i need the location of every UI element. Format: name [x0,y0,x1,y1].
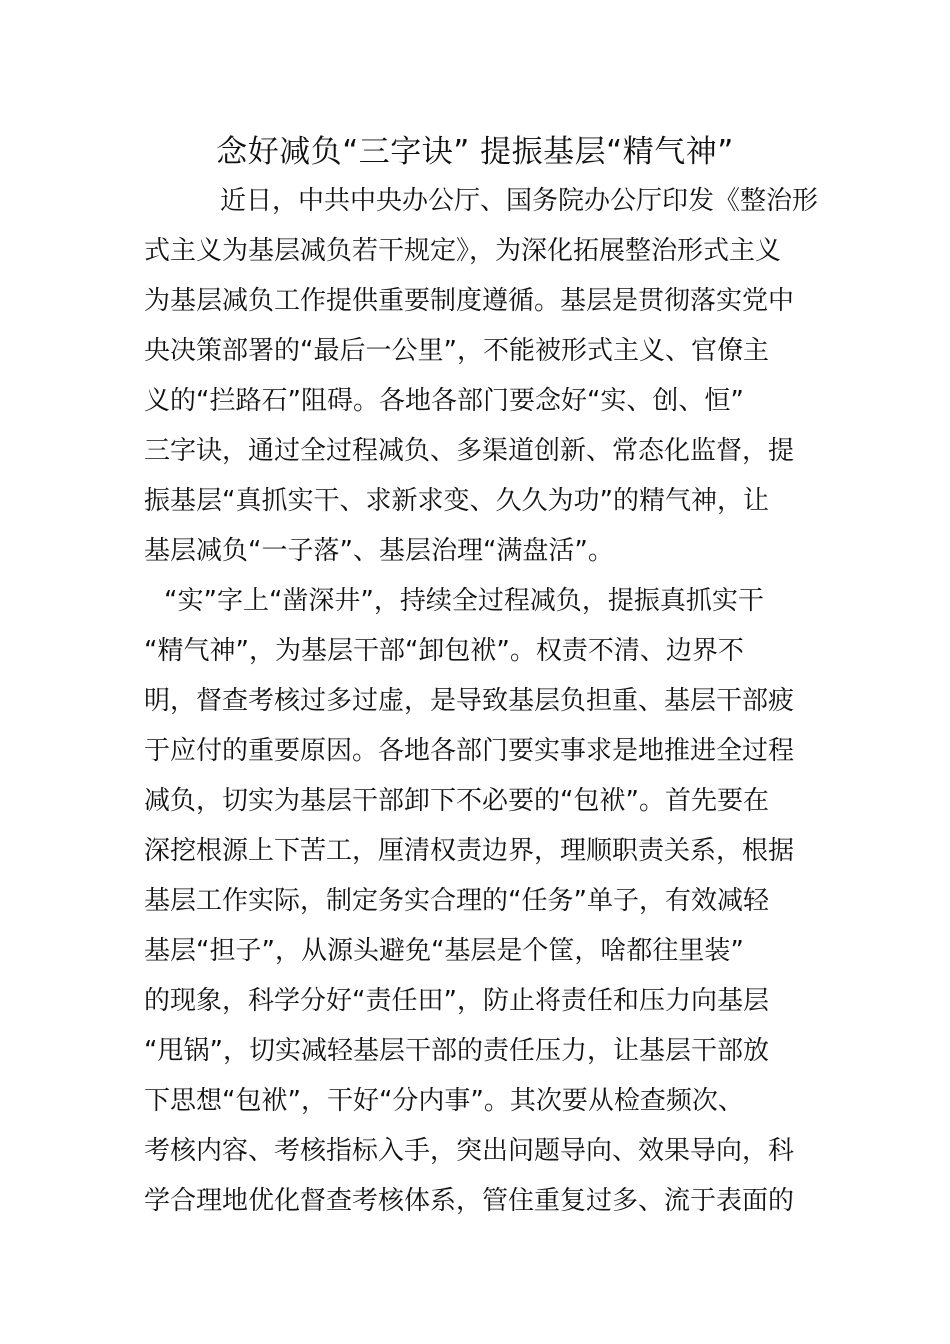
paragraph-line: “甩锅”，切实减轻基层干部的责任压力，让基层干部放 [144,1036,769,1066]
paragraph-line: “精气神”，为基层干部“卸包袱”。权责不清、边界不 [144,636,744,666]
document-body [144,176,819,1226]
paragraph-line: 下思想“包袱”，干好“分内事”。其次要从检查频次、 [144,1086,744,1116]
paragraph-line: 学合理地优化督查考核体系，管住重复过多、流于表面的 [144,1186,795,1216]
paragraph-line: 明，督查考核过多过虚，是导致基层负担重、基层干部疲 [144,686,795,716]
paragraph-line: 基层“担子”，从源头避免“基层是个筐，啥都往里装” [144,936,744,966]
paragraph-line: 近日，中共中央办公厅、国务院办公厅印发《整治形 [220,186,819,216]
paragraph-line: 式主义为基层减负若干规定》，为深化拓展整治形式主义 [144,236,782,266]
paragraph-line: 义的“拦路石”阻碍。各地各部门要念好“实、创、恒” [144,386,744,416]
paragraph-line: 于应付的重要原因。各地各部门要实事求是地推进全过程 [144,736,795,766]
paragraph-line: 央决策部署的“最后一公里”，不能被形式主义、官僚主 [144,336,769,366]
paragraph-line: 的现象，科学分好“责任田”，防止将责任和压力向基层 [144,986,769,1016]
paragraph-line: 基层减负“一子落”、基层治理“满盘活”。 [144,536,614,566]
paragraph-line: 三字诀，通过全过程减负、多渠道创新、常态化监督，提 [144,436,795,466]
paragraph-line: 基层工作实际，制定务实合理的“任务”单子，有效减轻 [144,886,769,916]
document-title: 念好减负“三字诀” 提振基层“精气神” [216,134,734,170]
paragraph-line: 振基层“真抓实干、求新求变、久久为功”的精气神，让 [144,486,769,516]
paragraph-line: 减负，切实为基层干部卸下不必要的“包袱”。首先要在 [144,786,769,816]
paragraph-line: 深挖根源上下苦工，厘清权责边界，理顺职责关系，根据 [144,836,795,866]
paragraph-line: “实”字上“凿深井”，持续全过程减负，提振真抓实干 [164,586,764,616]
paragraph-line: 为基层减负工作提供重要制度遵循。基层是贯彻落实党中 [144,286,795,316]
paragraph-line: 考核内容、考核指标入手，突出问题导向、效果导向，科 [144,1136,795,1166]
